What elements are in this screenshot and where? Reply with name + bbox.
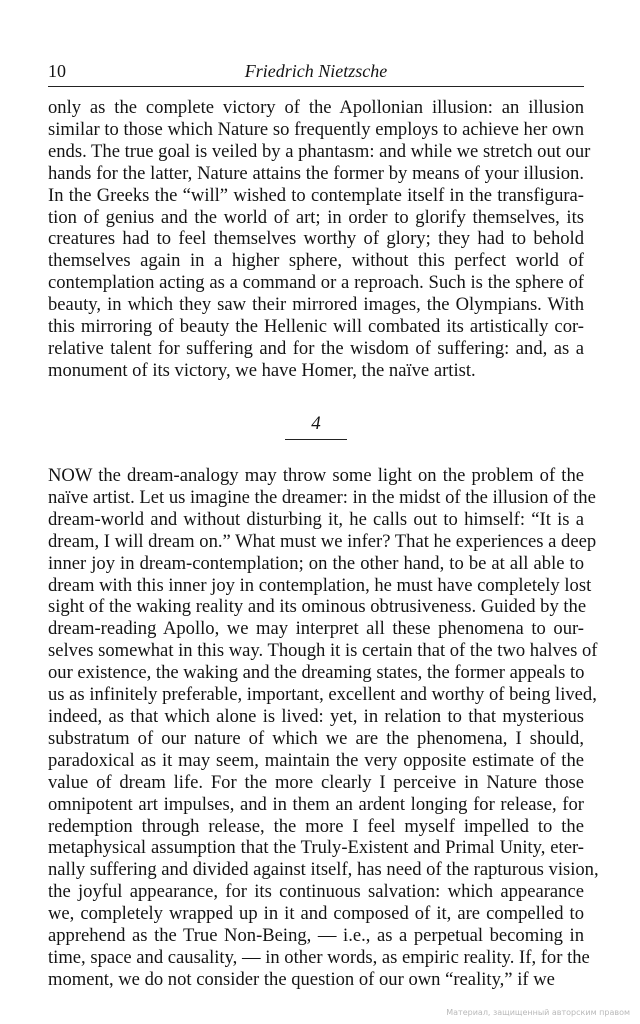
text-line: time, space and causality, — in other words, as empiric reality. If, for the: [48, 946, 590, 968]
text-line: inner joy in dream-contemplation; on the other hand, to be at all able to: [48, 552, 584, 574]
text-line: paradoxical as it may seem, maintain the very opposite estimate of the: [48, 749, 584, 771]
page-number: 10: [48, 61, 66, 81]
text-line: beauty, in which they saw their mirrored images, the Olympians. With: [48, 294, 584, 316]
text-line: sight of the waking reality and its ominous obtrusiveness. Guided by the: [48, 596, 587, 618]
text-line: NOW the dream-analogy may throw some light on the problem of the: [48, 465, 584, 486]
text-line: monument of its victory, we have Homer, the naïve artist.: [48, 359, 476, 381]
text-line: dream, I will dream on.” What must we infer? That he experiences a deep: [48, 530, 597, 552]
text-line: relative talent for suffering and for the wisdom of suffering: and, as a: [48, 337, 584, 359]
text-line: omnipotent art impulses, and in them an ardent longing for release, for: [48, 793, 584, 815]
text-line: the joyful appearance, for its continuous salvation: which appearance: [48, 881, 584, 903]
text-line: dream-reading Apollo, we may interpret all these phenomena to our-: [48, 618, 584, 640]
text-line: tion of genius and the world of art; in order to glorify themselves, its: [48, 206, 584, 228]
section-rule: [285, 439, 347, 440]
text-line: selves somewhat in this way. Though it is certain that of the two halves of: [48, 640, 598, 662]
paragraph-2: [48, 465, 599, 991]
text-line: themselves again in a higher sphere, without this perfect world of: [48, 250, 584, 272]
text-line: substratum of our nature of which we are the phenomena, I should,: [48, 727, 584, 749]
text-line: hands for the latter, Nature attains the former by means of your illusion.: [48, 162, 584, 184]
text-line: dream-world and without disturbing it, he calls out to himself: “It is a: [48, 508, 584, 530]
text-line: this mirroring of beauty the Hellenic will combated its artistically cor-: [48, 316, 584, 338]
text-line: nally suffering and divided against itself, has need of the rapturous vision,: [48, 859, 599, 881]
text-line: ends. The true goal is veiled by a phantasm: and while we stretch out our: [48, 140, 591, 162]
text-line: moment, we do not consider the question of our own “reality,” if we: [48, 968, 555, 990]
copyright-watermark: Материал, защищенный авторским правом: [446, 1008, 630, 1017]
text-line: only as the complete victory of the Apollonian illusion: an illusion: [48, 97, 584, 118]
running-head-title: Friedrich Nietzsche: [244, 61, 388, 81]
text-line: we, completely wrapped up in it and composed of it, are compelled to: [48, 903, 584, 925]
text-line: our existence, the waking and the dreaming states, the former appeals to: [48, 662, 585, 684]
text-line: naïve artist. Let us imagine the dreamer: in the midst of the illusion of the: [48, 486, 596, 508]
text-line: similar to those which Nature so frequently employs to achieve her own: [48, 118, 584, 140]
text-line: apprehend as the True Non-Being, — i.e., as a perpetual becoming in: [48, 925, 584, 947]
running-header: [48, 60, 584, 87]
text-line: In the Greeks the “will” wished to contemplate itself in the transfigura-: [48, 184, 584, 206]
text-line: value of dream life. For the more clearly I perceive in Nature those: [48, 771, 584, 793]
text-line: creatures had to feel themselves worthy of glory; they had to behold: [48, 228, 584, 250]
text-line: metaphysical assumption that the Truly-Existent and Primal Unity, eter-: [48, 837, 584, 859]
text-line: indeed, as that which alone is lived: yet, in relation to that mysterious: [48, 705, 584, 727]
section-number: 4: [311, 413, 321, 434]
text-line: contemplation acting as a command or a reproach. Such is the sphere of: [48, 272, 584, 294]
paragraph-1: [48, 97, 591, 382]
text-line: dream with this inner joy in contemplation, he must have completely lost: [48, 574, 592, 596]
text-line: us as infinitely preferable, important, excellent and worthy of being lived,: [48, 684, 597, 706]
text-line: redemption through release, the more I feel myself impelled to the: [48, 815, 584, 837]
